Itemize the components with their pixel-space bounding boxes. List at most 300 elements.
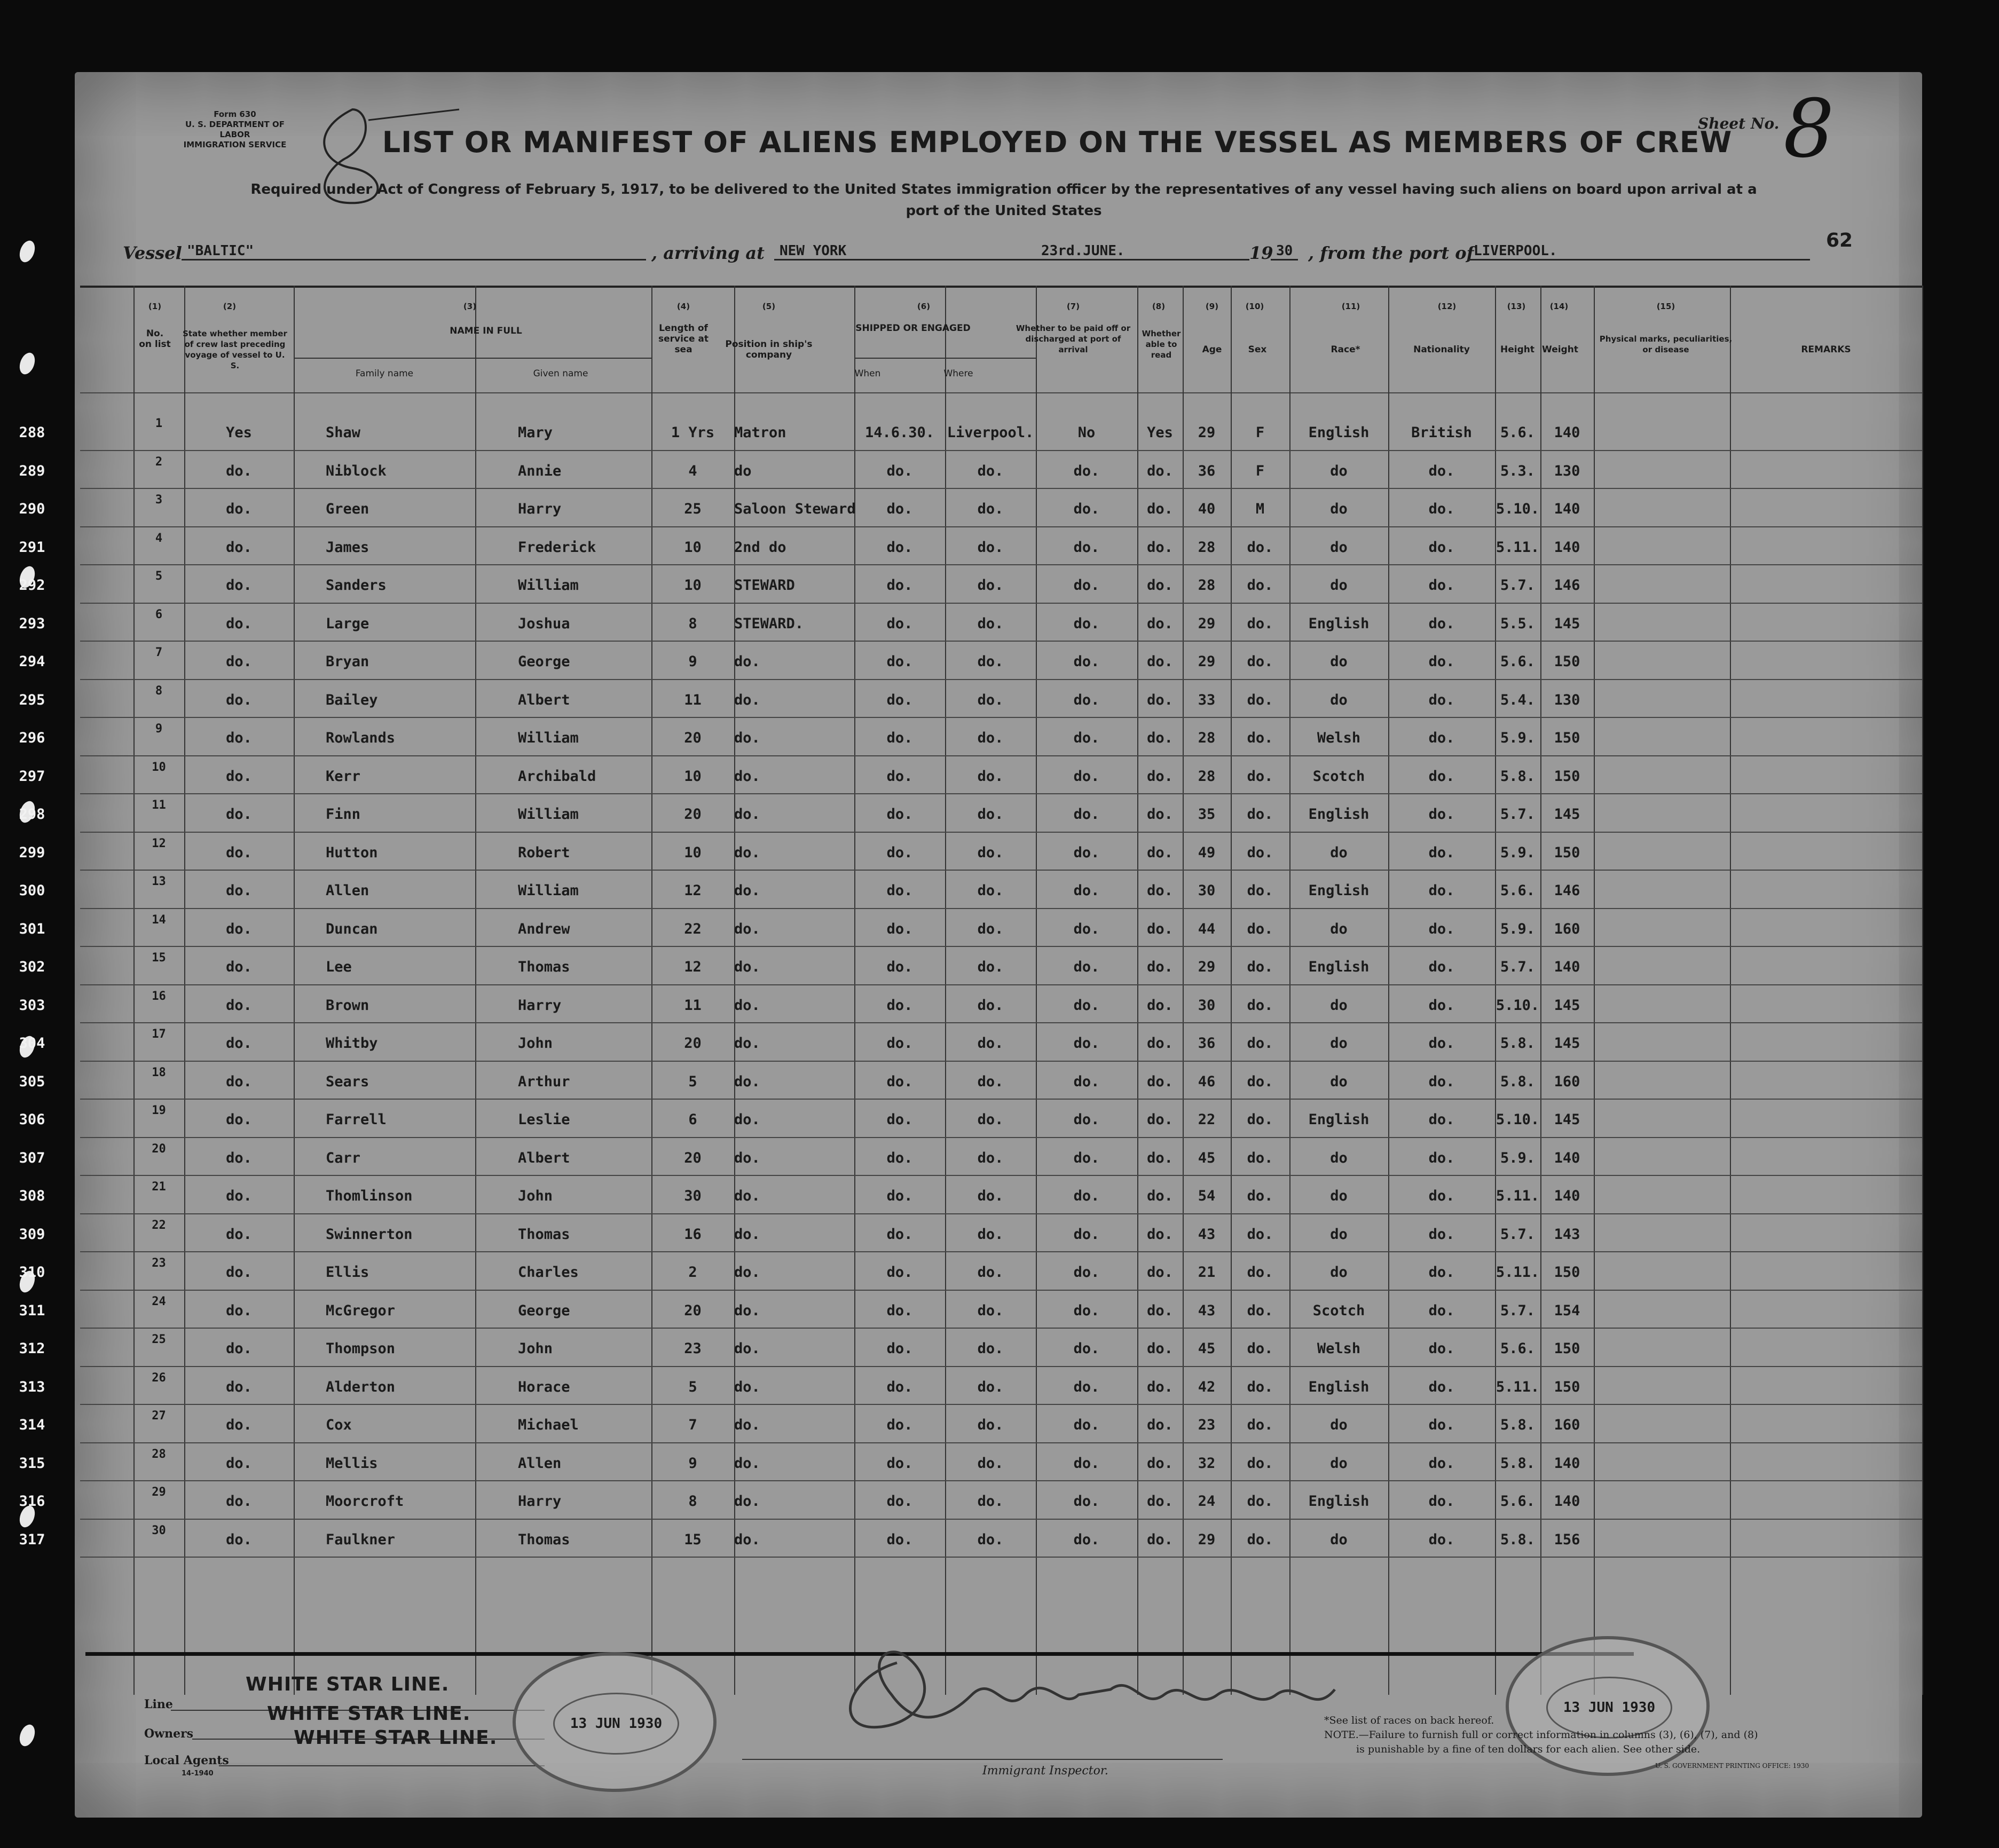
cell-given: Charles bbox=[518, 1264, 579, 1281]
cell-height: 5.7. bbox=[1500, 577, 1536, 594]
cell-race: Welsh bbox=[1317, 730, 1361, 746]
cell-service: 22 bbox=[684, 920, 702, 937]
cell-weight: 154 bbox=[1554, 1302, 1580, 1319]
table-row bbox=[75, 1406, 1922, 1444]
cell-paid: do. bbox=[1073, 882, 1100, 899]
cell-sex: do. bbox=[1247, 1417, 1273, 1433]
table-row bbox=[75, 605, 1922, 643]
cell-no: 4 bbox=[155, 531, 163, 545]
cell-service: 10 bbox=[684, 539, 702, 556]
cell-height: 5.5. bbox=[1500, 615, 1536, 632]
cell-when: do. bbox=[886, 806, 913, 823]
cell-height: 5.9. bbox=[1500, 1149, 1536, 1166]
col-sex: Sex bbox=[1248, 344, 1267, 355]
row-reference-number: 300 bbox=[19, 882, 45, 899]
mercantile-marine-office-stamp bbox=[513, 1652, 717, 1792]
cell-paid: do. bbox=[1073, 730, 1100, 746]
cell-paid: do. bbox=[1073, 1302, 1100, 1319]
table-row bbox=[75, 414, 1922, 452]
cell-service: 1 Yrs bbox=[671, 424, 715, 441]
col-physical-marks: Physical marks, peculiarities, or disease bbox=[1599, 334, 1733, 354]
cell-weight: 150 bbox=[1554, 653, 1580, 670]
cell-weight: 140 bbox=[1554, 1188, 1580, 1204]
cell-nat: do. bbox=[1428, 1378, 1455, 1395]
cell-nat: do. bbox=[1428, 1226, 1455, 1243]
cell-prev: do. bbox=[226, 653, 252, 670]
binder-hole bbox=[17, 239, 38, 264]
cell-prev: do. bbox=[226, 997, 252, 1014]
cell-family: Rowlands bbox=[326, 730, 396, 746]
cell-race: do bbox=[1330, 920, 1348, 937]
cell-given: John bbox=[518, 1035, 553, 1052]
cell-given: Michael bbox=[518, 1417, 579, 1433]
cell-age: 29 bbox=[1198, 424, 1216, 441]
cell-sex: F bbox=[1255, 424, 1265, 441]
row-reference-number: 308 bbox=[19, 1188, 45, 1204]
col-height: Height bbox=[1500, 344, 1534, 355]
cell-family: Farrell bbox=[326, 1111, 387, 1128]
cell-when: do. bbox=[886, 1493, 913, 1510]
cell-race: do bbox=[1330, 1531, 1348, 1548]
cell-no: 29 bbox=[152, 1486, 166, 1499]
stamp-date-left: 13 JUN 1930 bbox=[553, 1693, 679, 1755]
cell-when: do. bbox=[886, 920, 913, 937]
cell-age: 32 bbox=[1198, 1455, 1216, 1472]
cell-where: Liverpool. bbox=[947, 424, 1034, 441]
cell-when: do. bbox=[886, 1035, 913, 1052]
cell-read: do. bbox=[1147, 462, 1173, 479]
cell-prev: do. bbox=[226, 882, 252, 899]
row-reference-number: 295 bbox=[19, 691, 45, 708]
cell-read: do. bbox=[1147, 615, 1173, 632]
cell-service: 16 bbox=[684, 1226, 702, 1243]
row-reference-number: 290 bbox=[19, 501, 45, 517]
cell-where: do. bbox=[977, 577, 1004, 594]
cell-when: do. bbox=[886, 1226, 913, 1243]
cell-given: Mary bbox=[518, 424, 553, 441]
cell-no: 25 bbox=[152, 1333, 166, 1346]
cell-paid: do. bbox=[1073, 1073, 1100, 1090]
cell-race: Welsh bbox=[1317, 1340, 1361, 1357]
cell-family: Bailey bbox=[326, 691, 378, 708]
cell-family: Hutton bbox=[326, 844, 378, 861]
note-fine: is punishable by a fine of ten dollars for each alien. See other side. bbox=[1356, 1743, 1701, 1755]
cell-when: do. bbox=[886, 1188, 913, 1204]
cell-age: 28 bbox=[1198, 730, 1216, 746]
cell-service: 10 bbox=[684, 577, 702, 594]
cell-where: do. bbox=[977, 1302, 1004, 1319]
cell-prev: do. bbox=[226, 615, 252, 632]
cell-race: do bbox=[1330, 1417, 1348, 1433]
cell-service: 6 bbox=[688, 1111, 697, 1128]
cell-service: 9 bbox=[688, 1455, 697, 1472]
cell-age: 29 bbox=[1198, 653, 1216, 670]
form-code: 14-1940 bbox=[182, 1770, 214, 1778]
cell-height: 5.8. bbox=[1500, 1417, 1536, 1433]
cell-race: English bbox=[1308, 615, 1370, 632]
cell-read: do. bbox=[1147, 768, 1173, 785]
cell-prev: do. bbox=[226, 959, 252, 975]
cell-weight: 145 bbox=[1554, 997, 1580, 1014]
cell-weight: 150 bbox=[1554, 768, 1580, 785]
col-remarks: REMARKS bbox=[1801, 344, 1851, 355]
cell-service: 11 bbox=[684, 691, 702, 708]
cell-position: do. bbox=[734, 1302, 760, 1319]
cell-position: do. bbox=[734, 1340, 760, 1357]
note-failure: NOTE.—Failure to furnish full or correct information in columns (3), (6), (7), and (8) bbox=[1324, 1729, 1758, 1741]
sheet-number: 8 bbox=[1783, 83, 1835, 176]
cell-when: do. bbox=[886, 1264, 913, 1281]
cell-position: 2nd do bbox=[734, 539, 786, 556]
cell-family: Sears bbox=[326, 1073, 369, 1090]
cell-race: English bbox=[1308, 882, 1370, 899]
subheader-rule bbox=[854, 358, 1036, 359]
colnum-6: (6) bbox=[917, 302, 931, 311]
cell-where: do. bbox=[977, 1493, 1004, 1510]
cell-where: do. bbox=[977, 806, 1004, 823]
cell-weight: 143 bbox=[1554, 1226, 1580, 1243]
cell-no: 21 bbox=[152, 1180, 166, 1194]
cell-read: do. bbox=[1147, 539, 1173, 556]
stamp-date-right: 13 JUN 1930 bbox=[1546, 1677, 1672, 1739]
subheader-rule bbox=[294, 358, 651, 359]
cell-when: do. bbox=[886, 691, 913, 708]
cell-nat: do. bbox=[1428, 1340, 1455, 1357]
row-reference-number: 309 bbox=[19, 1226, 45, 1243]
cell-given: William bbox=[518, 882, 579, 899]
cell-paid: do. bbox=[1073, 1417, 1100, 1433]
table-row bbox=[75, 948, 1922, 986]
cell-height: 5.9. bbox=[1500, 730, 1536, 746]
colnum-8: (8) bbox=[1152, 302, 1166, 311]
cell-read: do. bbox=[1147, 1493, 1173, 1510]
cell-no: 26 bbox=[152, 1371, 166, 1385]
cell-height: 5.3. bbox=[1500, 462, 1536, 479]
cell-no: 17 bbox=[152, 1028, 166, 1041]
cell-age: 46 bbox=[1198, 1073, 1216, 1090]
cell-prev: do. bbox=[226, 1111, 252, 1128]
cell-height: 5.10. bbox=[1496, 997, 1540, 1014]
table-row bbox=[75, 1330, 1922, 1368]
cell-nat: do. bbox=[1428, 730, 1455, 746]
form-header bbox=[171, 109, 299, 150]
col-when: When bbox=[854, 368, 881, 379]
cell-sex: do. bbox=[1247, 997, 1273, 1014]
cell-nat: do. bbox=[1428, 577, 1455, 594]
cell-service: 20 bbox=[684, 1149, 702, 1166]
subtitle-line-1: Required under Act of Congress of February 5, 1917, to be delivered to the United States immigration officer by the representatives of any vessel having such aliens on board upon arrival at a bbox=[250, 181, 1757, 198]
cell-sex: do. bbox=[1247, 920, 1273, 937]
cell-paid: do. bbox=[1073, 768, 1100, 785]
table-row bbox=[75, 643, 1922, 681]
row-reference-number: 317 bbox=[19, 1531, 45, 1548]
cell-given: Leslie bbox=[518, 1111, 570, 1128]
cell-where: do. bbox=[977, 539, 1004, 556]
cell-given: William bbox=[518, 577, 579, 594]
colnum-7: (7) bbox=[1066, 302, 1080, 311]
row-reference-number: 315 bbox=[19, 1455, 45, 1472]
col-paid-off: Whether to be paid off or discharged at port of arrival bbox=[1016, 323, 1131, 354]
cell-service: 20 bbox=[684, 730, 702, 746]
cell-family: Carr bbox=[326, 1149, 361, 1166]
cell-sex: do. bbox=[1247, 1149, 1273, 1166]
cell-where: do. bbox=[977, 462, 1004, 479]
cell-prev: do. bbox=[226, 1035, 252, 1052]
cell-age: 36 bbox=[1198, 462, 1216, 479]
row-reference-number: 313 bbox=[19, 1378, 45, 1395]
col-race: Race* bbox=[1331, 344, 1360, 355]
cell-weight: 156 bbox=[1554, 1531, 1580, 1548]
cell-weight: 140 bbox=[1554, 501, 1580, 517]
arrival-date: 23rd.JUNE. bbox=[1036, 243, 1249, 260]
row-reference-number: 316 bbox=[19, 1493, 45, 1510]
cell-race: do bbox=[1330, 501, 1348, 517]
colnum-13: (13) bbox=[1507, 302, 1526, 311]
cell-race: English bbox=[1308, 1493, 1370, 1510]
cell-no: 19 bbox=[152, 1104, 166, 1117]
cell-prev: do. bbox=[226, 691, 252, 708]
cell-sex: do. bbox=[1247, 653, 1273, 670]
agents-value: WHITE STAR LINE. bbox=[294, 1727, 498, 1749]
cell-sex: do. bbox=[1247, 1188, 1273, 1204]
cell-height: 5.10. bbox=[1496, 1111, 1540, 1128]
cell-family: Whitby bbox=[326, 1035, 378, 1052]
cell-age: 45 bbox=[1198, 1340, 1216, 1357]
page-number: 62 bbox=[1826, 230, 1853, 251]
colnum-2: (2) bbox=[223, 302, 237, 311]
row-reference-number: 311 bbox=[19, 1302, 45, 1319]
cell-height: 5.11. bbox=[1496, 539, 1540, 556]
cell-sex: do. bbox=[1247, 1035, 1273, 1052]
cell-given: Thomas bbox=[518, 1531, 570, 1548]
cell-no: 1 bbox=[155, 417, 163, 430]
cell-family: Lee bbox=[326, 959, 352, 975]
cell-weight: 145 bbox=[1554, 615, 1580, 632]
row-reference-number: 292 bbox=[19, 577, 45, 594]
cell-prev: do. bbox=[226, 501, 252, 517]
cell-prev: do. bbox=[226, 462, 252, 479]
year-prefix: 19 bbox=[1249, 243, 1273, 263]
cell-no: 8 bbox=[155, 684, 163, 698]
cell-position: STEWARD. bbox=[734, 615, 804, 632]
cell-age: 22 bbox=[1198, 1111, 1216, 1128]
cell-sex: do. bbox=[1247, 768, 1273, 785]
cell-no: 24 bbox=[152, 1294, 166, 1308]
cell-paid: do. bbox=[1073, 1149, 1100, 1166]
cell-paid: do. bbox=[1073, 1188, 1100, 1204]
cell-age: 24 bbox=[1198, 1493, 1216, 1510]
table-row bbox=[75, 1215, 1922, 1253]
cell-read: do. bbox=[1147, 577, 1173, 594]
cell-read: do. bbox=[1147, 1417, 1173, 1433]
cell-sex: do. bbox=[1247, 1264, 1273, 1281]
cell-race: do bbox=[1330, 1226, 1348, 1243]
cell-age: 21 bbox=[1198, 1264, 1216, 1281]
cell-weight: 150 bbox=[1554, 844, 1580, 861]
cell-when: do. bbox=[886, 1073, 913, 1090]
cell-where: do. bbox=[977, 1264, 1004, 1281]
cell-sex: M bbox=[1255, 501, 1265, 517]
cell-position: do. bbox=[734, 1149, 760, 1166]
cell-prev: do. bbox=[226, 1149, 252, 1166]
cell-age: 54 bbox=[1198, 1188, 1216, 1204]
cell-read: do. bbox=[1147, 1035, 1173, 1052]
cell-height: 5.11. bbox=[1496, 1188, 1540, 1204]
cell-where: do. bbox=[977, 768, 1004, 785]
cell-prev: do. bbox=[226, 1493, 252, 1510]
col-name-in-full: NAME IN FULL bbox=[450, 326, 522, 336]
cell-where: do. bbox=[977, 1149, 1004, 1166]
cell-height: 5.6. bbox=[1500, 1493, 1536, 1510]
table-row bbox=[75, 1444, 1922, 1482]
cell-prev: do. bbox=[226, 1378, 252, 1395]
cell-position: do. bbox=[734, 1111, 760, 1128]
subtitle-line-2: port of the United States bbox=[906, 203, 1102, 219]
row-reference-number: 291 bbox=[19, 539, 45, 556]
cell-where: do. bbox=[977, 1378, 1004, 1395]
cell-service: 11 bbox=[684, 997, 702, 1014]
cell-prev: do. bbox=[226, 1073, 252, 1090]
cell-nat: do. bbox=[1428, 1035, 1455, 1052]
cell-position: Saloon Steward bbox=[734, 501, 856, 517]
col-where: Where bbox=[943, 368, 973, 379]
table-row bbox=[75, 834, 1922, 872]
cell-paid: do. bbox=[1073, 997, 1100, 1014]
cell-age: 42 bbox=[1198, 1378, 1216, 1395]
cell-sex: do. bbox=[1247, 806, 1273, 823]
cell-sex: do. bbox=[1247, 615, 1273, 632]
table-row bbox=[75, 1292, 1922, 1330]
cell-height: 5.6. bbox=[1500, 882, 1536, 899]
cell-nat: do. bbox=[1428, 1111, 1455, 1128]
cell-family: James bbox=[326, 539, 369, 556]
cell-age: 43 bbox=[1198, 1226, 1216, 1243]
cell-service: 10 bbox=[684, 844, 702, 861]
cell-where: do. bbox=[977, 653, 1004, 670]
table-row bbox=[75, 452, 1922, 490]
cell-sex: do. bbox=[1247, 1378, 1273, 1395]
cell-family: McGregor bbox=[326, 1302, 396, 1319]
cell-when: do. bbox=[886, 1531, 913, 1548]
cell-age: 43 bbox=[1198, 1302, 1216, 1319]
cell-race: do bbox=[1330, 1188, 1348, 1204]
cell-where: do. bbox=[977, 1073, 1004, 1090]
cell-no: 5 bbox=[155, 570, 163, 583]
colnum-9: (9) bbox=[1205, 302, 1219, 311]
cell-nat: do. bbox=[1428, 768, 1455, 785]
cell-sex: do. bbox=[1247, 1340, 1273, 1357]
cell-where: do. bbox=[977, 844, 1004, 861]
cell-no: 12 bbox=[152, 836, 166, 850]
cell-race: English bbox=[1308, 959, 1370, 975]
row-reference-number: 294 bbox=[19, 653, 45, 670]
cell-when: do. bbox=[886, 615, 913, 632]
cell-when: do. bbox=[886, 1340, 913, 1357]
cell-where: do. bbox=[977, 1455, 1004, 1472]
cell-service: 12 bbox=[684, 882, 702, 899]
row-reference-number: 304 bbox=[19, 1035, 45, 1052]
row-reference-number: 301 bbox=[19, 920, 45, 937]
cell-paid: do. bbox=[1073, 501, 1100, 517]
cell-nat: do. bbox=[1428, 920, 1455, 937]
cell-given: John bbox=[518, 1340, 553, 1357]
note-races: *See list of races on back hereof. bbox=[1324, 1715, 1494, 1726]
cell-position: do. bbox=[734, 768, 760, 785]
colnum-11: (11) bbox=[1341, 302, 1360, 311]
cell-race: Scotch bbox=[1312, 768, 1365, 785]
row-reference-number: 288 bbox=[19, 424, 45, 441]
cell-given: Archibald bbox=[518, 768, 596, 785]
cell-prev: Yes bbox=[226, 424, 252, 441]
table-row bbox=[75, 719, 1922, 757]
cell-family: Alderton bbox=[326, 1378, 396, 1395]
cell-family: Moorcroft bbox=[326, 1493, 404, 1510]
cell-no: 30 bbox=[152, 1523, 166, 1537]
cell-given: Harry bbox=[518, 1493, 562, 1510]
cell-prev: do. bbox=[226, 730, 252, 746]
col-nationality: Nationality bbox=[1413, 344, 1470, 355]
cell-prev: do. bbox=[226, 577, 252, 594]
form-subtitle bbox=[128, 179, 1879, 222]
cell-height: 5.8. bbox=[1500, 1073, 1536, 1090]
cell-nat: do. bbox=[1428, 1264, 1455, 1281]
cell-age: 49 bbox=[1198, 844, 1216, 861]
cell-where: do. bbox=[977, 882, 1004, 899]
cell-weight: 160 bbox=[1554, 920, 1580, 937]
cell-service: 10 bbox=[684, 768, 702, 785]
cell-paid: do. bbox=[1073, 1111, 1100, 1128]
cell-family: Finn bbox=[326, 806, 361, 823]
cell-no: 15 bbox=[152, 951, 166, 965]
cell-service: 9 bbox=[688, 653, 697, 670]
cell-prev: do. bbox=[226, 1302, 252, 1319]
cell-paid: do. bbox=[1073, 577, 1100, 594]
cell-where: do. bbox=[977, 501, 1004, 517]
cell-where: do. bbox=[977, 959, 1004, 975]
cell-position: do. bbox=[734, 882, 760, 899]
cell-read: do. bbox=[1147, 1073, 1173, 1090]
cell-read: do. bbox=[1147, 730, 1173, 746]
cell-paid: do. bbox=[1073, 1264, 1100, 1281]
cell-weight: 140 bbox=[1554, 959, 1580, 975]
cell-race: do bbox=[1330, 653, 1348, 670]
cell-paid: do. bbox=[1073, 959, 1100, 975]
cell-service: 20 bbox=[684, 806, 702, 823]
colnum-1: (1) bbox=[148, 302, 162, 311]
col-weight: Weight bbox=[1542, 344, 1578, 355]
cell-prev: do. bbox=[226, 1340, 252, 1357]
cell-height: 5.7. bbox=[1500, 959, 1536, 975]
cell-nat: do. bbox=[1428, 882, 1455, 899]
cell-service: 20 bbox=[684, 1302, 702, 1319]
cell-weight: 146 bbox=[1554, 577, 1580, 594]
table-row bbox=[75, 1253, 1922, 1291]
cell-family: Thompson bbox=[326, 1340, 396, 1357]
colnum-3: (3) bbox=[463, 302, 477, 311]
cell-where: do. bbox=[977, 691, 1004, 708]
cell-service: 5 bbox=[688, 1073, 697, 1090]
cell-height: 5.7. bbox=[1500, 1226, 1536, 1243]
cell-given: Thomas bbox=[518, 959, 570, 975]
cell-service: 20 bbox=[684, 1035, 702, 1052]
cell-position: do. bbox=[734, 1264, 760, 1281]
cell-weight: 145 bbox=[1554, 1035, 1580, 1052]
cell-no: 7 bbox=[155, 646, 163, 659]
cell-no: 3 bbox=[155, 493, 163, 507]
col-family-name: Family name bbox=[355, 368, 414, 379]
cell-prev: do. bbox=[226, 1264, 252, 1281]
cell-given: Albert bbox=[518, 691, 570, 708]
